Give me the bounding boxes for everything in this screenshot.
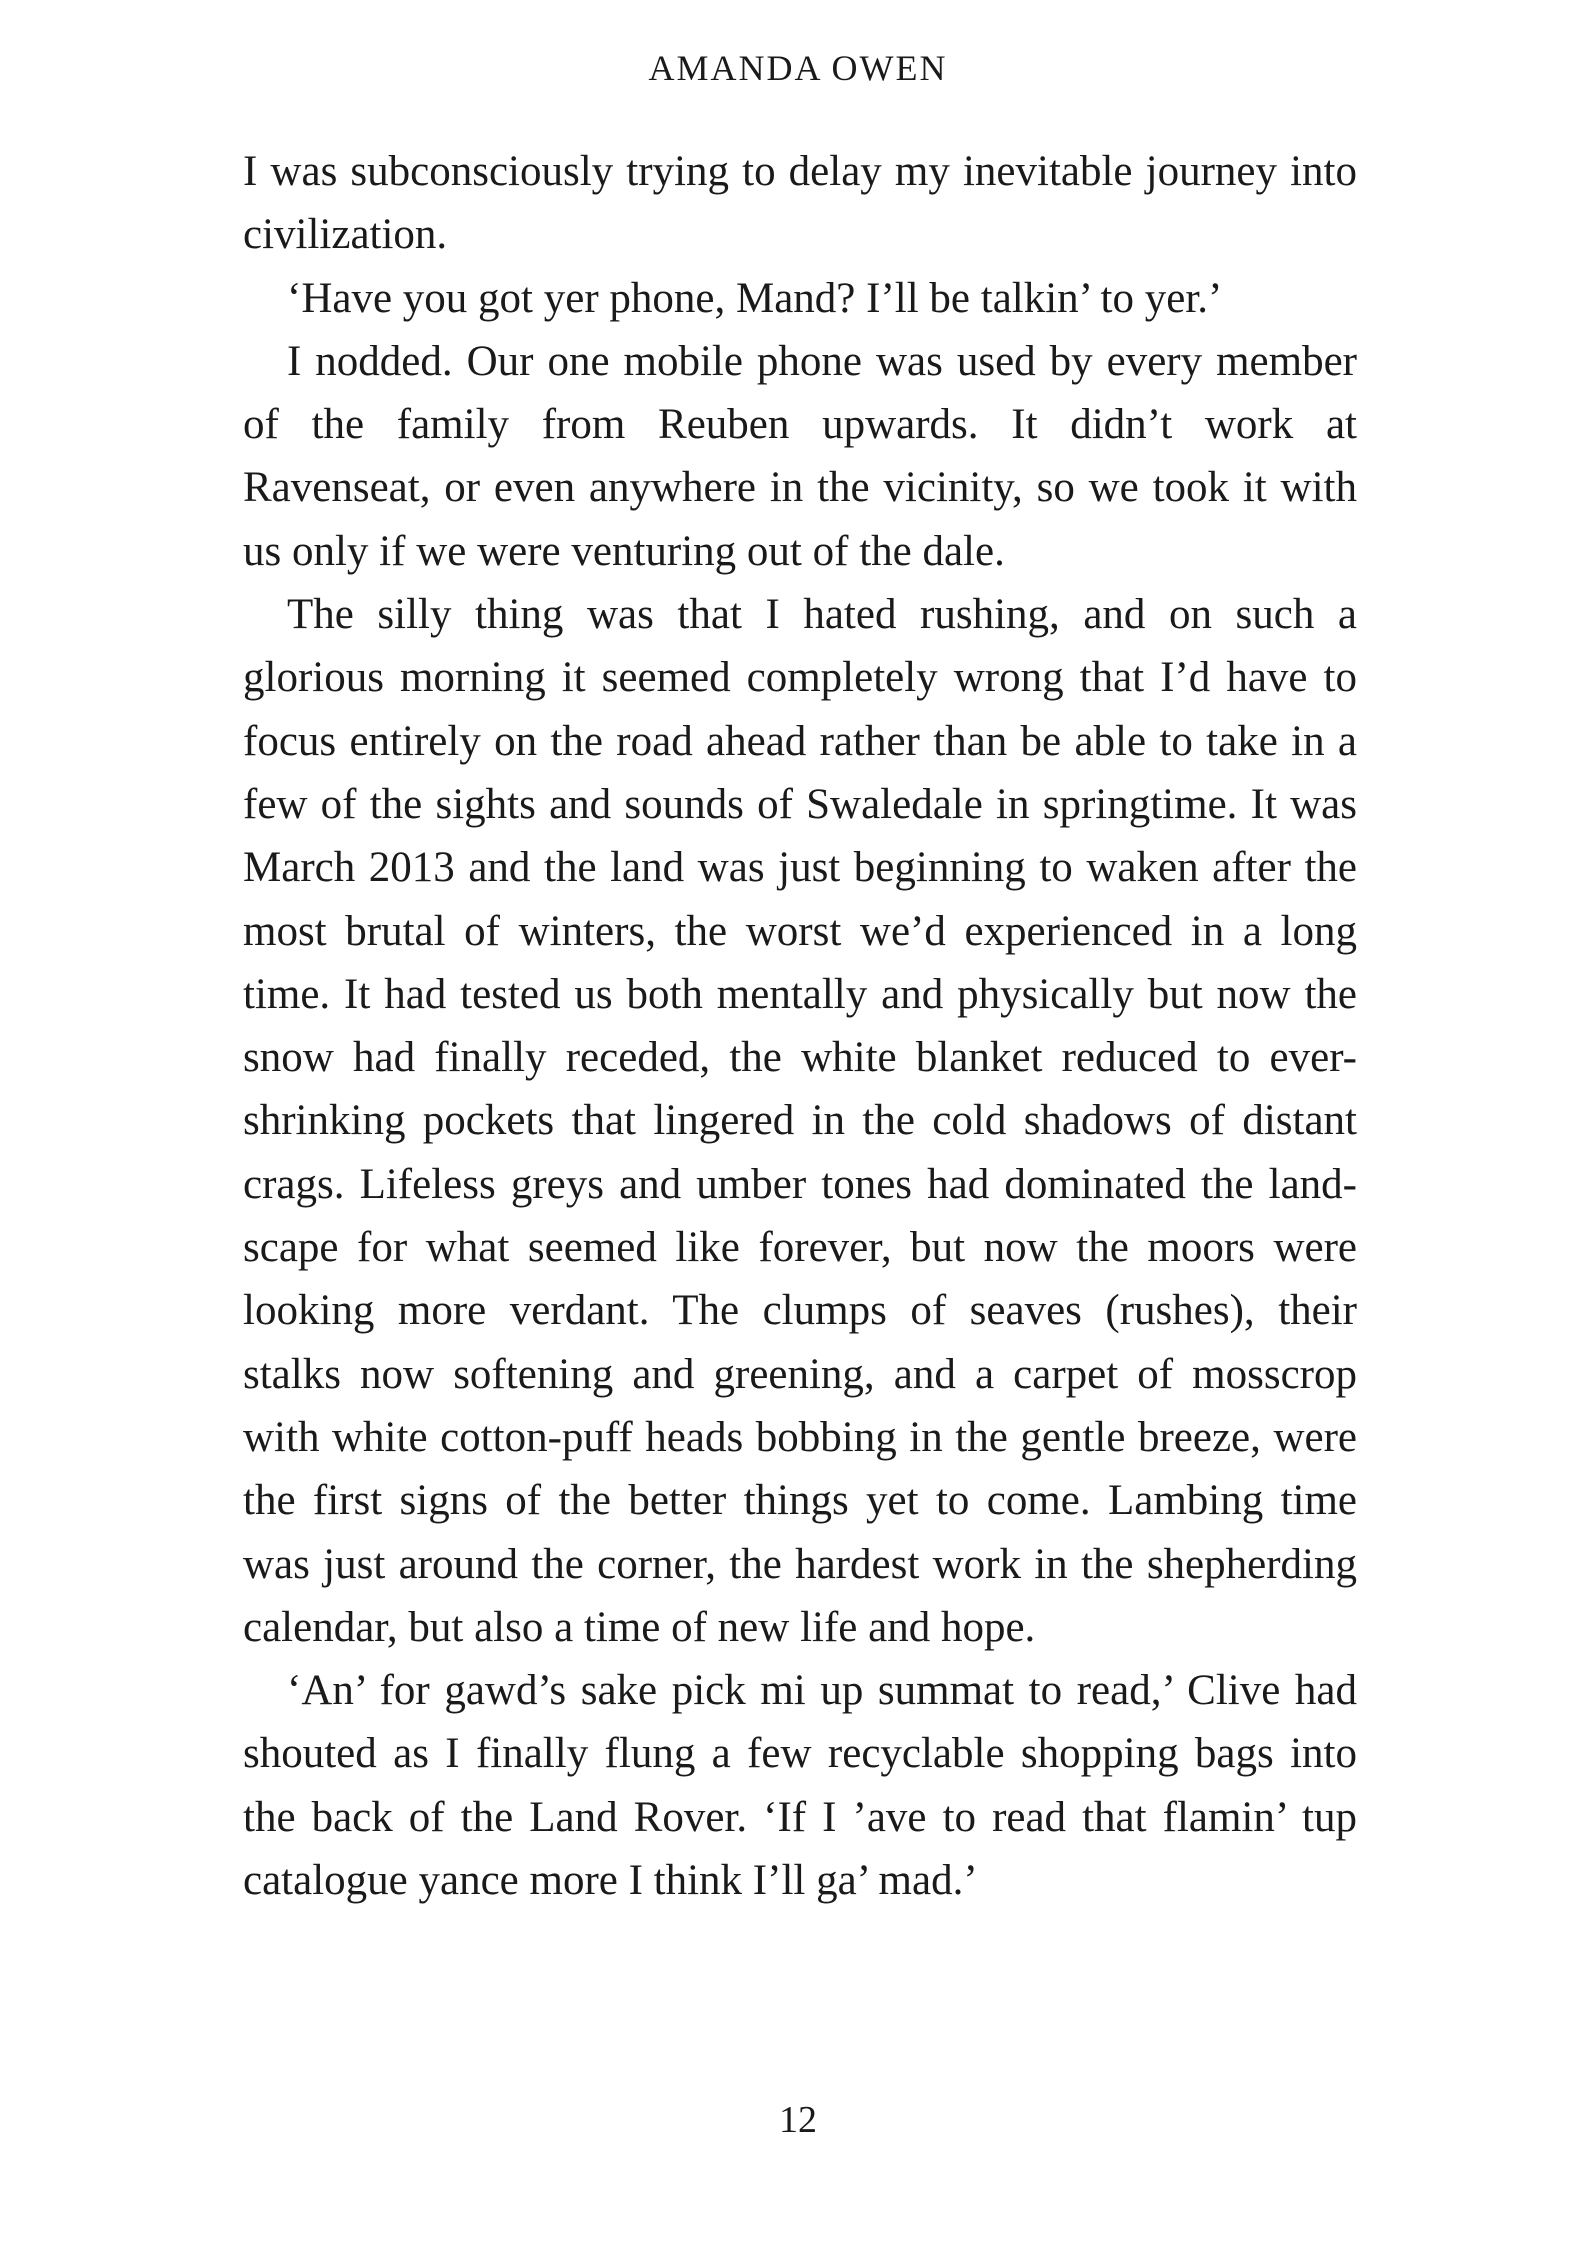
- paragraph: The silly thing was that I hated rushing, and on such a glorious morning it seemed completely wrong that I’d have to focus entirely on the road ahead rather than be able to take in a few of the sights and sounds of Swaledale in springtime. It was March 2013 and the land was just beginning to waken after the most brutal of winters, the worst we’d experienced in a long time. It had tested us both mentally and physically but now the snow had finally receded, the white blanket reduced to ever-shrinking pockets that lingered in the cold shadows of distant crags. Lifeless greys and umber tones had dominated the land- scape for what seemed like forever, but now the moors were looking more verdant. The clumps of seaves (rushes), their stalks now softening and greening, and a carpet of mosscrop with white cotton-puff heads bobbing in the gentle breeze, were the first signs of the better things yet to come. Lambing time was just around the corner, the hardest work in the shepherding calendar, but also a time of new life and hope.: [243, 591, 1357, 1651]
- paragraph: ‘An’ for gawd’s sake pick mi up summat to read,’ Clive had shouted as I finally flung a few recyclable shopping bags into the back of the Land Rover. ‘If I ’ave to read that flamin’ tup catalogue yance more I think I’ll ga’ mad.’: [243, 1667, 1357, 1905]
- paragraph: ‘Have you got yer phone, Mand? I’ll be talkin’ to yer.’: [287, 274, 1223, 322]
- running-head: AMANDA OWEN: [648, 48, 948, 88]
- body-text: [243, 140, 1357, 1912]
- paragraph: I was subconsciously trying to delay my inevitable journey into civilization.: [243, 148, 1357, 259]
- page-number: 12: [779, 2099, 817, 2141]
- paragraph: I nodded. Our one mobile phone was used by every member of the family from Reuben upwards. It didn’t work at Ravenseat, or even anywhere in the vicinity, so we took it with us only if we were venturing out of the dale.: [243, 337, 1357, 575]
